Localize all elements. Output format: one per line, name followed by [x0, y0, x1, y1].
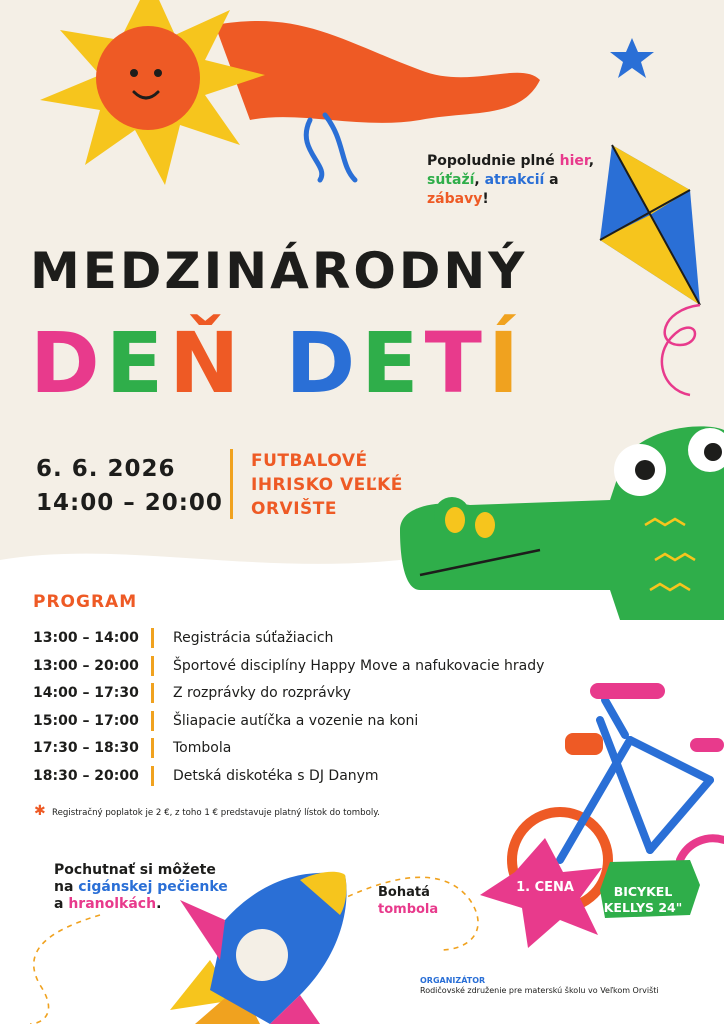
tagline-a: a — [544, 172, 559, 188]
program-time: 14:00 – 17:30 — [33, 685, 139, 702]
title-letter: Í — [487, 314, 526, 412]
food-line3a: a — [54, 896, 69, 912]
title-letter: D — [30, 314, 106, 412]
tombola-info — [378, 884, 438, 918]
program-desc: Šliapacie autíčka a vozenie na koni — [173, 712, 419, 729]
program-divider — [151, 738, 154, 758]
tagline-comma: , — [588, 153, 595, 169]
program-desc: Z rozprávky do rozprávky — [173, 685, 351, 702]
title-letter: E — [105, 314, 170, 412]
program-row — [33, 765, 593, 793]
program-row — [33, 627, 593, 655]
program-row — [33, 737, 593, 765]
tagline-sutazi: súťaží — [427, 172, 475, 188]
food-pecienka: cigánskej pečienke — [78, 879, 228, 895]
title-line2 — [30, 314, 526, 412]
organizer-name: Rodičovské združenie pre materskú školu vo Veľkom Orvišti — [420, 986, 659, 995]
event-time: 14:00 – 20:00 — [36, 490, 223, 516]
program-divider — [151, 656, 154, 676]
organizer-label: ORGANIZÁTOR — [420, 976, 486, 985]
food-line2a: na — [54, 879, 79, 895]
program-row — [33, 655, 593, 683]
program-title: PROGRAM — [33, 592, 138, 612]
program-desc: Registrácia súťažiacich — [173, 630, 334, 646]
program-divider — [151, 711, 154, 731]
program-row — [33, 682, 593, 710]
title-letter: T — [424, 314, 488, 412]
program-divider — [151, 683, 154, 703]
program-time: 13:00 – 20:00 — [33, 657, 139, 674]
program-desc: Detská diskotéka s DJ Danym — [173, 767, 379, 784]
program-time: 18:30 – 20:00 — [33, 767, 139, 784]
tagline-comma: , — [474, 172, 485, 188]
food-hranolky: hranolkách — [68, 896, 157, 912]
prize-name: BICYKEL KELLYS 24" — [603, 884, 683, 915]
title-letter: E — [361, 314, 425, 412]
program-time: 17:30 – 18:30 — [33, 740, 139, 757]
tagline-excl: ! — [482, 191, 489, 207]
kite-illustration — [600, 145, 700, 395]
prize-rank: 1. CENA — [516, 880, 574, 895]
venue-divider — [230, 449, 233, 519]
note-asterisk-icon: ✱ — [34, 803, 46, 819]
star-decoration — [610, 38, 654, 78]
event-date: 6. 6. 2026 — [36, 456, 176, 482]
program-list — [33, 627, 593, 793]
food-dot: . — [156, 896, 162, 912]
event-venue: FUTBALOVÉ IHRISKO VEĽKÉ ORVIŠTE — [251, 451, 403, 519]
program-time: 15:00 – 17:00 — [33, 712, 139, 729]
program-time: 13:00 – 14:00 — [33, 630, 139, 646]
title-letter: D — [285, 314, 362, 412]
tagline-atrakcii: atrakcií — [484, 172, 545, 188]
tombola-line2: tombola — [378, 902, 439, 917]
program-desc: Tombola — [173, 740, 232, 757]
program-row — [33, 710, 593, 738]
program-divider — [151, 766, 154, 786]
food-line1: Pochutnať si môžete — [54, 862, 216, 878]
title-line1: MEDZINÁRODNÝ — [30, 242, 528, 300]
tagline — [427, 152, 597, 209]
tombola-line1: Bohatá — [378, 885, 430, 900]
tagline-hier: hier — [559, 153, 589, 169]
tagline-text: Popoludnie plné — [427, 153, 560, 169]
program-divider — [151, 628, 154, 648]
food-info — [54, 862, 264, 913]
event-datetime — [36, 452, 223, 520]
fee-note: Registračný poplatok je 2 €, z toho 1 € predstavuje platný lístok do tomboly. — [52, 808, 380, 818]
title-letter: Ň — [169, 314, 246, 412]
tagline-zabavy: zábavy — [427, 191, 483, 207]
program-desc: Športové disciplíny Happy Move a nafukovacie hrady — [173, 657, 545, 674]
